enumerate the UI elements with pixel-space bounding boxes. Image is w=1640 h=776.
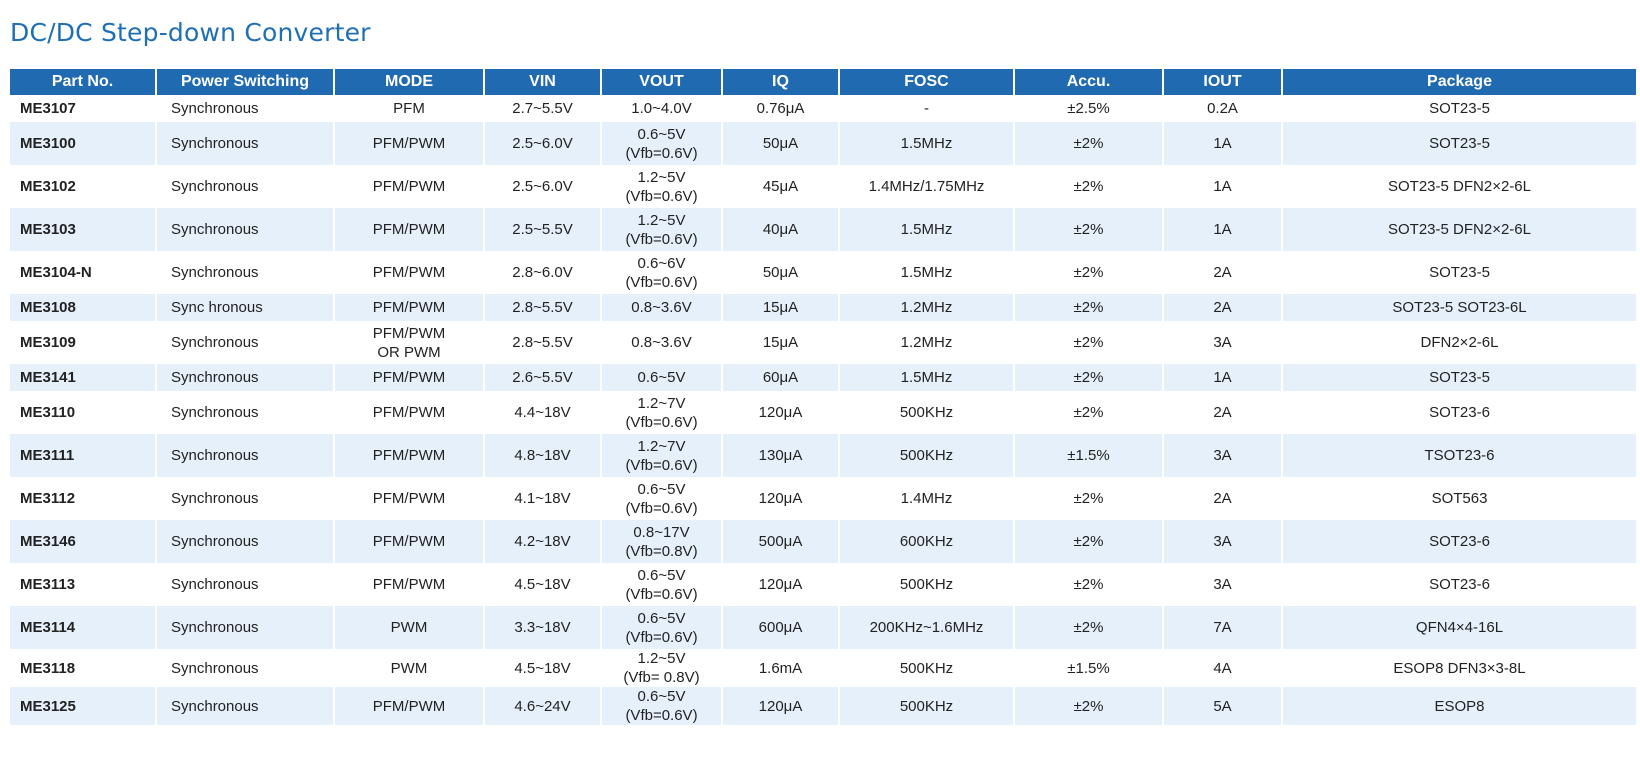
mode-cell-line: PFM/PWM: [372, 221, 446, 238]
vout-cell-line: 0.6~5V: [637, 369, 686, 386]
power-switching-cell: Synchronous: [157, 364, 335, 391]
column-header-iout: IOUT: [1164, 69, 1283, 95]
iout-cell: 5A: [1164, 687, 1283, 725]
vout-cell: [602, 563, 723, 606]
vin-cell: 2.5~6.0V: [485, 165, 602, 208]
vout-cell-line: (Vfb=0.6V): [625, 273, 698, 291]
part-number-cell: ME3103: [10, 208, 157, 251]
vin-cell: 4.5~18V: [485, 649, 602, 687]
iq-cell: 50μA: [723, 251, 840, 294]
mode-cell: [335, 251, 485, 294]
iq-cell: 40μA: [723, 208, 840, 251]
package-cell: SOT23-5 DFN2×2-6L: [1283, 165, 1636, 208]
mode-cell-line: PFM/PWM: [372, 324, 446, 342]
package-cell: SOT23-5: [1283, 251, 1636, 294]
accuracy-cell: ±2.5%: [1015, 95, 1164, 122]
vout-cell-line: 1.0~4.0V: [631, 100, 692, 117]
power-switching-cell: Synchronous: [157, 687, 335, 725]
iout-cell: 3A: [1164, 520, 1283, 563]
iq-cell: 500μA: [723, 520, 840, 563]
mode-cell-line: PFM/PWM: [372, 404, 446, 421]
vout-cell-line: 0.8~3.6V: [631, 299, 692, 316]
vout-cell: [602, 95, 723, 122]
accuracy-cell: ±2%: [1015, 208, 1164, 251]
column-header-package: Package: [1283, 69, 1636, 95]
vout-cell-line: (Vfb=0.6V): [625, 628, 698, 646]
iq-cell: 15μA: [723, 294, 840, 321]
iout-cell: 1A: [1164, 165, 1283, 208]
vin-cell: 4.2~18V: [485, 520, 602, 563]
fosc-cell: -: [840, 95, 1015, 122]
package-cell: SOT23-6: [1283, 520, 1636, 563]
accuracy-cell: ±1.5%: [1015, 434, 1164, 477]
accuracy-cell: ±2%: [1015, 165, 1164, 208]
table-row: [10, 208, 1636, 251]
vout-cell-line: (Vfb=0.6V): [625, 144, 698, 162]
accuracy-cell: ±2%: [1015, 122, 1164, 165]
mode-cell: [335, 563, 485, 606]
mode-cell-line: PFM/PWM: [372, 533, 446, 550]
column-header-iq: IQ: [723, 69, 840, 95]
accuracy-cell: ±1.5%: [1015, 649, 1164, 687]
vout-cell-line: 0.6~5V: [637, 480, 686, 498]
column-header-mode: MODE: [335, 69, 485, 95]
iout-cell: 1A: [1164, 122, 1283, 165]
power-switching-cell: Synchronous: [157, 165, 335, 208]
mode-cell-line: PFM/PWM: [372, 447, 446, 464]
fosc-cell: 1.4MHz: [840, 477, 1015, 520]
table-row: [10, 520, 1636, 563]
iout-cell: 2A: [1164, 251, 1283, 294]
power-switching-cell: Synchronous: [157, 122, 335, 165]
accuracy-cell: ±2%: [1015, 321, 1164, 364]
part-number-cell: ME3146: [10, 520, 157, 563]
package-cell: SOT23-5 SOT23-6L: [1283, 294, 1636, 321]
column-header-power-switching: Power Switching: [157, 69, 335, 95]
table-row: [10, 606, 1636, 649]
table-row: [10, 391, 1636, 434]
vout-cell: [602, 606, 723, 649]
package-cell: SOT23-5: [1283, 364, 1636, 391]
mode-cell: [335, 434, 485, 477]
vout-cell-line: (Vfb= 0.8V): [623, 669, 700, 686]
mode-cell: [335, 165, 485, 208]
accuracy-cell: ±2%: [1015, 477, 1164, 520]
mode-cell: [335, 95, 485, 122]
mode-cell: [335, 321, 485, 364]
iq-cell: 120μA: [723, 391, 840, 434]
part-number-cell: ME3114: [10, 606, 157, 649]
part-number-cell: ME3118: [10, 649, 157, 687]
fosc-cell: 500KHz: [840, 563, 1015, 606]
part-number-cell: ME3111: [10, 434, 157, 477]
vout-cell: [602, 520, 723, 563]
part-number-cell: ME3109: [10, 321, 157, 364]
vin-cell: 3.3~18V: [485, 606, 602, 649]
power-switching-cell: Synchronous: [157, 321, 335, 364]
vout-cell: [602, 165, 723, 208]
vin-cell: 4.5~18V: [485, 563, 602, 606]
fosc-cell: 1.5MHz: [840, 364, 1015, 391]
page-title: DC/DC Step-down Converter: [10, 18, 371, 47]
column-header-accuracy: Accu.: [1015, 69, 1164, 95]
fosc-cell: 500KHz: [840, 649, 1015, 687]
mode-cell: [335, 520, 485, 563]
power-switching-cell: Sync hronous: [157, 294, 335, 321]
vin-cell: 2.5~6.0V: [485, 122, 602, 165]
mode-cell-line: PFM/PWM: [372, 178, 446, 195]
vout-cell: [602, 321, 723, 364]
vout-cell-line: 1.2~7V: [637, 437, 686, 455]
vin-cell: 2.6~5.5V: [485, 364, 602, 391]
vout-cell: [602, 122, 723, 165]
fosc-cell: 500KHz: [840, 687, 1015, 725]
vin-cell: 2.7~5.5V: [485, 95, 602, 122]
accuracy-cell: ±2%: [1015, 251, 1164, 294]
fosc-cell: 500KHz: [840, 434, 1015, 477]
power-switching-cell: Synchronous: [157, 251, 335, 294]
iq-cell: 50μA: [723, 122, 840, 165]
accuracy-cell: ±2%: [1015, 563, 1164, 606]
table-row: [10, 251, 1636, 294]
power-switching-cell: Synchronous: [157, 477, 335, 520]
column-header-vin: VIN: [485, 69, 602, 95]
vin-cell: 2.5~5.5V: [485, 208, 602, 251]
vin-cell: 4.6~24V: [485, 687, 602, 725]
accuracy-cell: ±2%: [1015, 687, 1164, 725]
vin-cell: 2.8~6.0V: [485, 251, 602, 294]
vout-cell-line: (Vfb=0.6V): [625, 230, 698, 248]
part-number-cell: ME3141: [10, 364, 157, 391]
package-cell: TSOT23-6: [1283, 434, 1636, 477]
vout-cell: [602, 391, 723, 434]
vout-cell: [602, 434, 723, 477]
table-row: [10, 364, 1636, 391]
fosc-cell: 1.5MHz: [840, 122, 1015, 165]
vout-cell-line: (Vfb=0.6V): [625, 456, 698, 474]
iout-cell: 3A: [1164, 434, 1283, 477]
fosc-cell: 200KHz~1.6MHz: [840, 606, 1015, 649]
vout-cell-line: (Vfb=0.6V): [625, 707, 698, 724]
table-row: [10, 563, 1636, 606]
vin-cell: 4.4~18V: [485, 391, 602, 434]
mode-cell-line: OR PWM: [377, 343, 441, 361]
iout-cell: 3A: [1164, 321, 1283, 364]
table-row: [10, 95, 1636, 122]
column-header-vout: VOUT: [602, 69, 723, 95]
vout-cell: [602, 364, 723, 391]
part-number-cell: ME3112: [10, 477, 157, 520]
iq-cell: 120μA: [723, 687, 840, 725]
table-row: [10, 434, 1636, 477]
package-cell: SOT23-5: [1283, 122, 1636, 165]
mode-cell-line: PFM/PWM: [372, 697, 446, 715]
iout-cell: 1A: [1164, 208, 1283, 251]
package-cell: SOT563: [1283, 477, 1636, 520]
vout-cell-line: 1.2~5V: [637, 650, 686, 667]
fosc-cell: 1.2MHz: [840, 294, 1015, 321]
iq-cell: 130μA: [723, 434, 840, 477]
fosc-cell: 1.4MHz/1.75MHz: [840, 165, 1015, 208]
vout-cell: [602, 649, 723, 687]
power-switching-cell: Synchronous: [157, 606, 335, 649]
iq-cell: 600μA: [723, 606, 840, 649]
power-switching-cell: Synchronous: [157, 434, 335, 477]
mode-cell-line: PWM: [390, 659, 428, 677]
accuracy-cell: ±2%: [1015, 364, 1164, 391]
part-number-cell: ME3102: [10, 165, 157, 208]
package-cell: SOT23-5: [1283, 95, 1636, 122]
mode-cell: [335, 294, 485, 321]
mode-cell: [335, 687, 485, 725]
table-row: [10, 122, 1636, 165]
iout-cell: 2A: [1164, 477, 1283, 520]
power-switching-cell: Synchronous: [157, 95, 335, 122]
iq-cell: 15μA: [723, 321, 840, 364]
vout-cell: [602, 687, 723, 725]
iq-cell: 120μA: [723, 563, 840, 606]
mode-cell: [335, 391, 485, 434]
vin-cell: 2.8~5.5V: [485, 294, 602, 321]
package-cell: QFN4×4-16L: [1283, 606, 1636, 649]
vout-cell-line: 0.8~3.6V: [631, 334, 692, 351]
iq-cell: 45μA: [723, 165, 840, 208]
mode-cell-line: PWM: [390, 619, 428, 636]
mode-cell-line: PFM/PWM: [372, 576, 446, 593]
vout-cell-line: (Vfb=0.6V): [625, 187, 698, 205]
vout-cell-line: (Vfb=0.8V): [625, 542, 698, 560]
mode-cell-line: PFM/PWM: [372, 369, 446, 386]
mode-cell: [335, 122, 485, 165]
vout-cell-line: 0.6~5V: [637, 125, 686, 143]
vout-cell: [602, 208, 723, 251]
vout-cell-line: 1.2~5V: [637, 168, 686, 186]
part-number-cell: ME3113: [10, 563, 157, 606]
vout-cell-line: 0.6~6V: [637, 254, 686, 272]
power-switching-cell: Synchronous: [157, 391, 335, 434]
mode-cell: [335, 477, 485, 520]
iq-cell: 120μA: [723, 477, 840, 520]
column-header-fosc: FOSC: [840, 69, 1015, 95]
vout-cell-line: 1.2~5V: [637, 211, 686, 229]
vout-cell-line: 0.6~5V: [637, 609, 686, 627]
vout-cell-line: 0.8~17V: [633, 523, 690, 541]
vout-cell-line: (Vfb=0.6V): [625, 413, 698, 431]
iq-cell: 60μA: [723, 364, 840, 391]
vout-cell: [602, 294, 723, 321]
package-cell: SOT23-5 DFN2×2-6L: [1283, 208, 1636, 251]
table-row: [10, 165, 1636, 208]
mode-cell: [335, 606, 485, 649]
part-number-cell: ME3110: [10, 391, 157, 434]
power-switching-cell: Synchronous: [157, 563, 335, 606]
iout-cell: 0.2A: [1164, 95, 1283, 122]
mode-cell: [335, 364, 485, 391]
package-cell: DFN2×2-6L: [1283, 321, 1636, 364]
iout-cell: 3A: [1164, 563, 1283, 606]
mode-cell: [335, 208, 485, 251]
converter-spec-table: [10, 69, 1636, 725]
vout-cell-line: (Vfb=0.6V): [625, 499, 698, 517]
header-row: [10, 69, 1636, 95]
vout-cell-line: 1.2~7V: [637, 394, 686, 412]
iout-cell: 2A: [1164, 391, 1283, 434]
package-cell: ESOP8 DFN3×3-8L: [1283, 649, 1636, 687]
table-row: [10, 687, 1636, 725]
fosc-cell: 1.5MHz: [840, 208, 1015, 251]
iq-cell: 1.6mA: [723, 649, 840, 687]
vout-cell-line: 0.6~5V: [637, 688, 686, 705]
vin-cell: 2.8~5.5V: [485, 321, 602, 364]
power-switching-cell: Synchronous: [157, 649, 335, 687]
part-number-cell: ME3108: [10, 294, 157, 321]
mode-cell-line: PFM: [393, 100, 425, 117]
accuracy-cell: ±2%: [1015, 391, 1164, 434]
fosc-cell: 500KHz: [840, 391, 1015, 434]
mode-cell-line: PFM/PWM: [372, 135, 446, 152]
mode-cell-line: PFM/PWM: [372, 299, 446, 316]
iq-cell: 0.76μA: [723, 95, 840, 122]
iout-cell: 4A: [1164, 649, 1283, 687]
package-cell: ESOP8: [1283, 687, 1636, 725]
mode-cell: [335, 649, 485, 687]
vout-cell: [602, 477, 723, 520]
package-cell: SOT23-6: [1283, 563, 1636, 606]
vout-cell: [602, 251, 723, 294]
part-number-cell: ME3100: [10, 122, 157, 165]
mode-cell-line: PFM/PWM: [372, 264, 446, 281]
iout-cell: 1A: [1164, 364, 1283, 391]
power-switching-cell: Synchronous: [157, 208, 335, 251]
part-number-cell: ME3125: [10, 687, 157, 725]
table-row: [10, 649, 1636, 687]
fosc-cell: 1.5MHz: [840, 251, 1015, 294]
vout-cell-line: (Vfb=0.6V): [625, 585, 698, 603]
iout-cell: 2A: [1164, 294, 1283, 321]
table-row: [10, 477, 1636, 520]
part-number-cell: ME3107: [10, 95, 157, 122]
accuracy-cell: ±2%: [1015, 606, 1164, 649]
part-number-cell: ME3104-N: [10, 251, 157, 294]
iout-cell: 7A: [1164, 606, 1283, 649]
fosc-cell: 600KHz: [840, 520, 1015, 563]
column-header-part-no: Part No.: [10, 69, 157, 95]
power-switching-cell: Synchronous: [157, 520, 335, 563]
table-row: [10, 294, 1636, 321]
fosc-cell: 1.2MHz: [840, 321, 1015, 364]
accuracy-cell: ±2%: [1015, 294, 1164, 321]
vout-cell-line: 0.6~5V: [637, 566, 686, 584]
table-row: [10, 321, 1636, 364]
accuracy-cell: ±2%: [1015, 520, 1164, 563]
vin-cell: 4.8~18V: [485, 434, 602, 477]
mode-cell-line: PFM/PWM: [372, 490, 446, 507]
vin-cell: 4.1~18V: [485, 477, 602, 520]
package-cell: SOT23-6: [1283, 391, 1636, 434]
table-body: [10, 95, 1636, 725]
